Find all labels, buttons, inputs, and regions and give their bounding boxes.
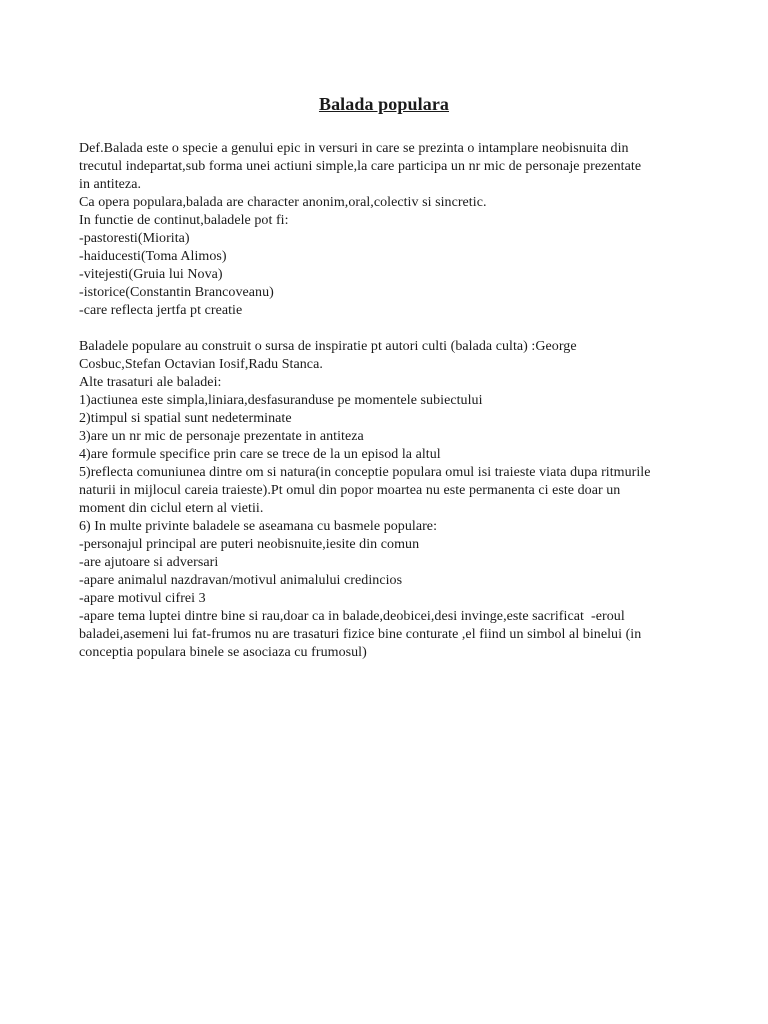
- list-item: -apare tema luptei dintre bine si rau,doar ca in balade,deobicei,desi invinge,este sacrificat -eroul: [79, 609, 625, 624]
- text-line: Baladele populare au construit o sursa de inspiratie pt autori culti (balada culta) :George: [79, 339, 577, 354]
- list-item: -personajul principal are puteri neobisnuite,iesite din comun: [79, 537, 420, 552]
- text-line: naturii in mijlocul careia traieste).Pt omul din popor moartea nu este permanenta ci este doar un: [79, 483, 621, 498]
- list-item: 3)are un nr mic de personaje prezentate in antiteza: [79, 429, 364, 444]
- list-item: -apare motivul cifrei 3: [79, 591, 206, 606]
- text-line: baladei,asemeni lui fat-frumos nu are trasaturi fizice bine conturate ,el fiind un simbol al binelui (in: [79, 627, 642, 642]
- list-item: 4)are formule specifice prin care se trece de la un episod la altul: [79, 447, 441, 462]
- paragraph-break: [79, 320, 709, 338]
- text-line: trecutul indepartat,sub forma unei actiuni simple,la care participa un nr mic de personaje prezentate: [79, 159, 642, 174]
- list-item: -are ajutoare si adversari: [79, 555, 219, 570]
- text-line: In functie de continut,baladele pot fi:: [79, 213, 289, 228]
- text-line: Ca opera populara,balada are character anonim,oral,colectiv si sincretic.: [79, 195, 487, 210]
- list-item: -care reflecta jertfa pt creatie: [79, 303, 243, 318]
- list-item: -pastoresti(Miorita): [79, 231, 190, 246]
- list-item: -apare animalul nazdravan/motivul animalului credincios: [79, 573, 403, 588]
- text-line: in antiteza.: [79, 177, 142, 192]
- text-line: conceptia populara binele se asociaza cu frumosul): [79, 645, 367, 660]
- list-item: 1)actiunea este simpla,liniara,desfasuranduse pe momentele subiectului: [79, 393, 483, 408]
- list-item: 6) In multe privinte baladele se aseamana cu basmele populare:: [79, 519, 438, 534]
- text-line: Cosbuc,Stefan Octavian Iosif,Radu Stanca.: [79, 357, 323, 372]
- text-line: moment din ciclul etern al vietii.: [79, 501, 264, 516]
- list-item: -istorice(Constantin Brancoveanu): [79, 285, 274, 300]
- text-line: Def.Balada este o specie a genului epic in versuri in care se prezinta o intamplare neobisnuita din: [79, 141, 629, 156]
- text-line: Alte trasaturi ale baladei:: [79, 375, 222, 390]
- document-title: Balada populara: [318, 94, 450, 114]
- list-item: 5)reflecta comuniunea dintre om si natura(in conceptie populara omul isi traieste viata dupa ritmurile: [79, 465, 651, 480]
- list-item: -haiducesti(Toma Alimos): [79, 249, 227, 264]
- list-item: 2)timpul si spatial sunt nedeterminate: [79, 411, 292, 426]
- list-item: -vitejesti(Gruia lui Nova): [79, 267, 223, 282]
- document-body: [79, 140, 709, 662]
